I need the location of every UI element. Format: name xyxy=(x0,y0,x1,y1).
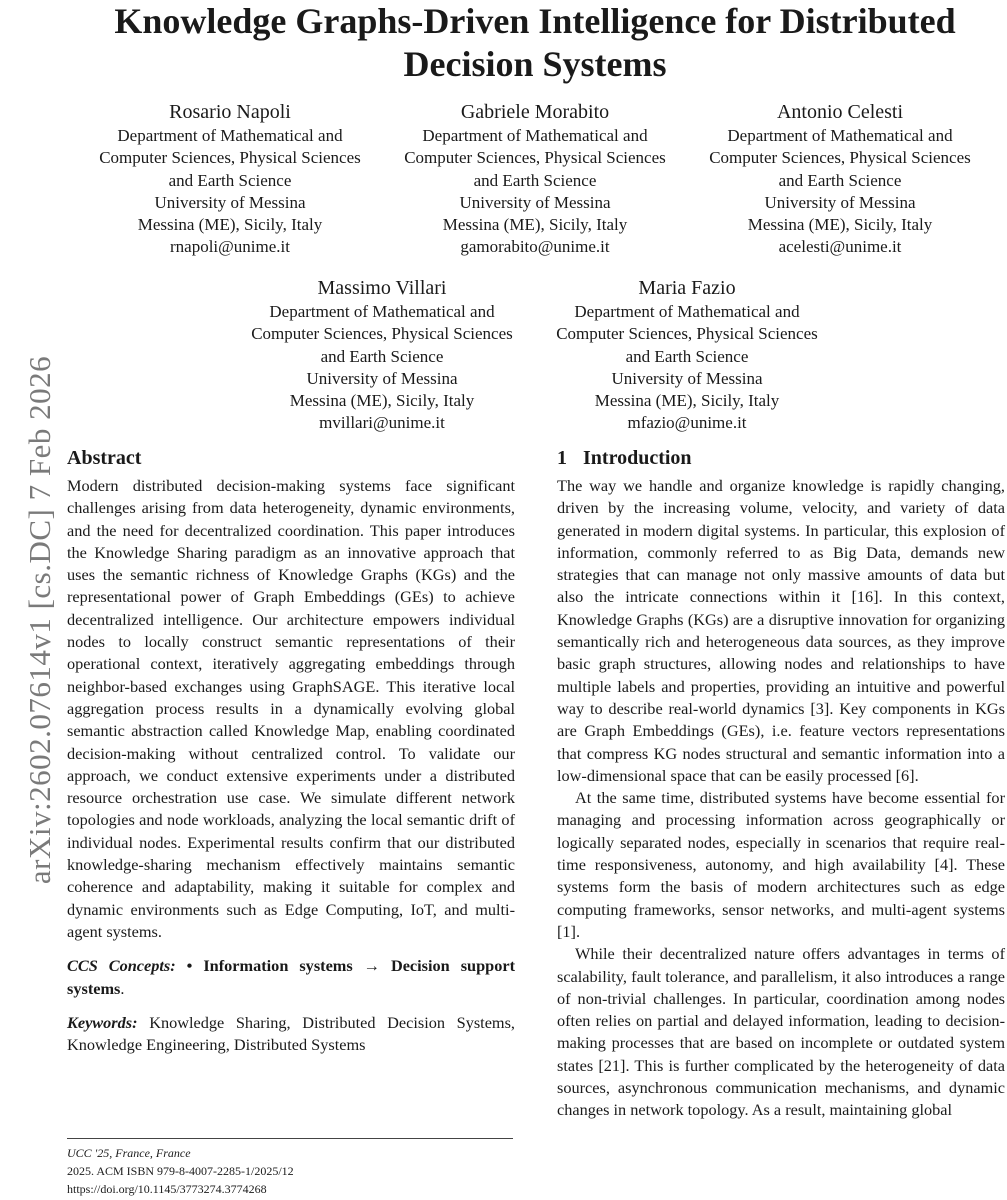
author-university: University of Messina xyxy=(306,368,458,388)
author-affiliation: Department of Mathematical and xyxy=(269,302,495,321)
author-email[interactable]: mvillari@unime.it xyxy=(319,413,445,433)
author-name: Antonio Celesti xyxy=(776,101,904,123)
author-university: University of Messina xyxy=(764,192,916,212)
author-affiliation: and Earth Science xyxy=(320,346,444,366)
footnote-doi[interactable]: https://doi.org/10.1145/3773274.3774268 xyxy=(67,1182,267,1196)
intro-paragraph: The way we handle and organize knowledge is rapidly changing, driven by the increasing volume, velocity, and variety of data generated in modern digital systems. In particular, this explosion of information, commonly referred to as Big Data, demands new strategies that can manage not only massive amounts of data but also the intricate connections within it [16]. In this context, Knowledge Graphs (KGs) are a disruptive innovation for organizing semantically rich and heterogeneous data sources, as they improve basic graph structures, allowing nodes and relationships to have multiple labels and properties, providing an intuitive and powerful way to describe real-world dynamics [3]. Key components in KGs are Graph Embeddings (GEs), i.e. feature vectors representations that compress KG nodes structural and semantic information into a low-dimensional space that can be easily processed [6]. xyxy=(557,476,1005,785)
abstract-heading: Abstract xyxy=(67,447,142,469)
section-number: 1 xyxy=(557,447,567,469)
author-name: Rosario Napoli xyxy=(169,101,291,123)
section-heading xyxy=(557,445,1005,471)
keywords-label: Keywords: xyxy=(67,1012,138,1032)
author-location: Messina (ME), Sicily, Italy xyxy=(594,391,780,411)
footnote-venue: UCC '25, France, France xyxy=(67,1146,191,1160)
author-block xyxy=(232,275,532,435)
author-affiliation: Department of Mathematical and xyxy=(574,302,800,321)
author-location: Messina (ME), Sicily, Italy xyxy=(442,215,628,235)
ccs-text: • Information systems → Decision support systems xyxy=(67,956,515,998)
author-location: Messina (ME), Sicily, Italy xyxy=(747,215,933,235)
keywords xyxy=(67,1012,515,1057)
abstract-text: Modern distributed decision-making systems face significant challenges arising from data heterogeneity, dynamic environments, and the need for decentralized coordination. This paper introduces the Knowledge Sharing paradigm as an innovative approach that uses the semantic richness of Knowledge Graphs (KGs) and the representational power of Graph Embeddings (GEs) to achieve decentralized intelligence. Our architecture empowers individual nodes to locally construct semantic representations of their operational context, iteratively aggregating embeddings through neighbor-based exchanges using GraphSAGE. This iterative local aggregation process results in a dynamically evolving global semantic abstraction called Knowledge Map, enabling coordinated decision-making without centralized control. To validate our approach, we conduct extensive experiments under a distributed resource orchestration use case. We simulate different network topologies and node workloads, analyzing the local semantic drift of individual nodes. Experimental results confirm that our distributed knowledge-sharing mechanism effectively maintains semantic coherence and adaptability, making it suitable for complex and dynamic environments such as Edge Computing, IoT, and multi-agent systems. xyxy=(67,476,515,941)
ccs-concepts xyxy=(67,955,515,1000)
author-affiliation: and Earth Science xyxy=(473,170,597,190)
intro-paragraph: At the same time, distributed systems have become essential for managing and processing information across geographically or logically separated nodes, especially in scenarios that require real-time responsiveness, autonomy, and high availability [4]. These systems form the basis of modern architectures such as edge computing frameworks, sensor networks, and multi-agent systems [1]. xyxy=(557,788,1005,941)
paper-title: Knowledge Graphs-Driven Intelligence for Distributed Decision Systems xyxy=(114,1,956,84)
author-block xyxy=(80,99,380,259)
author-affiliation: Computer Sciences, Physical Sciences xyxy=(556,324,818,344)
author-affiliation: Computer Sciences, Physical Sciences xyxy=(251,324,513,344)
intro-paragraph: While their decentralized nature offers advantages in terms of scalability, fault tolerance, and parallelism, it also introduces a range of non-trivial challenges. In particular, coordination among nodes often relies on partial and delayed information, leading to decision-making processes that are based on incomplete or outdated system states [21]. This is further complicated by the heterogeneity of data sources, asynchronous communication mechanisms, and dynamic changes in network topology. As a result, maintaining global xyxy=(557,944,1005,1120)
author-affiliation: Department of Mathematical and xyxy=(727,126,953,145)
author-email[interactable]: acelesti@unime.it xyxy=(778,237,902,257)
author-email[interactable]: rnapoli@unime.it xyxy=(170,237,290,257)
author-block xyxy=(690,99,990,259)
author-affiliation: Computer Sciences, Physical Sciences xyxy=(404,148,666,168)
author-affiliation: Department of Mathematical and xyxy=(117,126,343,145)
author-university: University of Messina xyxy=(611,368,763,388)
author-name: Maria Fazio xyxy=(638,277,736,299)
author-university: University of Messina xyxy=(459,192,611,212)
author-block xyxy=(537,275,837,435)
ccs-end: . xyxy=(120,978,125,998)
author-email[interactable]: mfazio@unime.it xyxy=(627,413,747,433)
author-location: Messina (ME), Sicily, Italy xyxy=(137,215,323,235)
footnote-isbn: 2025. ACM ISBN 979-8-4007-2285-1/2025/12 xyxy=(67,1164,294,1178)
author-affiliation: and Earth Science xyxy=(778,170,902,190)
author-affiliation: Computer Sciences, Physical Sciences xyxy=(709,148,971,168)
author-name: Massimo Villari xyxy=(317,277,447,299)
author-affiliation: and Earth Science xyxy=(625,346,749,366)
author-university: University of Messina xyxy=(154,192,306,212)
copyright-footnote xyxy=(67,1138,513,1198)
author-affiliation: and Earth Science xyxy=(168,170,292,190)
author-name: Gabriele Morabito xyxy=(460,101,610,123)
author-email[interactable]: gamorabito@unime.it xyxy=(460,237,610,257)
arxiv-stamp: arXiv:2602.07614v1 [cs.DC] 7 Feb 2026 xyxy=(22,355,57,885)
right-column xyxy=(557,445,1005,1122)
author-affiliation: Computer Sciences, Physical Sciences xyxy=(99,148,361,168)
section-title: Introduction xyxy=(583,447,692,469)
author-block xyxy=(385,99,685,259)
author-location: Messina (ME), Sicily, Italy xyxy=(289,391,475,411)
keywords-text: Knowledge Sharing, Distributed Decision Systems, Knowledge Engineering, Distributed Systems xyxy=(67,1012,515,1055)
left-column xyxy=(67,445,515,1056)
ccs-label: CCS Concepts: xyxy=(67,956,176,976)
author-affiliation: Department of Mathematical and xyxy=(422,126,648,145)
